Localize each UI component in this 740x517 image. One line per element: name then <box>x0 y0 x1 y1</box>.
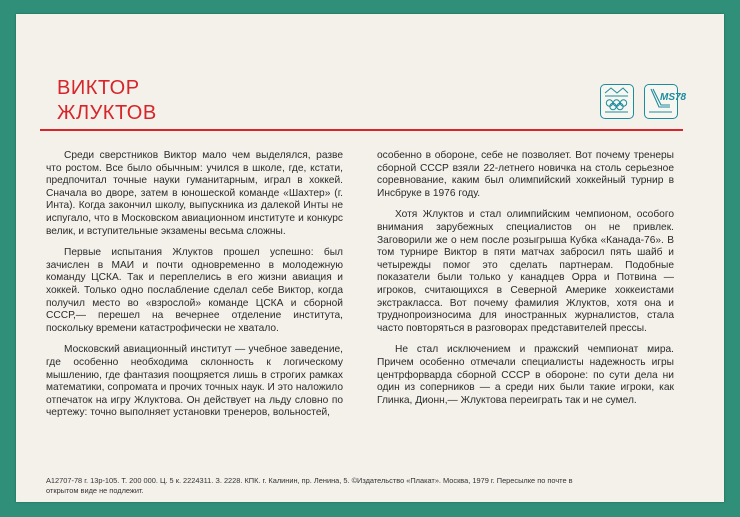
article-column-left <box>46 150 343 429</box>
imprint-line-1: А12707-78 г. 13р-105. Т. 200 000. Ц. 5 к. 2224311. З. 2228. КПК. г. Калинин, пр. Ленина, 5. ©Издательство «Плакат». Москва, 1979 г. Пересылке по почте в <box>46 476 573 485</box>
athlete-name <box>57 76 157 126</box>
olympic-rings-emblem-icon <box>600 84 634 119</box>
paragraph: особенно в обороне, себе не позволяет. Вот почему тренеры сборной СССР взяли 22-летнего новичка на столь серьезное соревнование, каким был олимпийский хоккейный турнир в Инсбруке в 1976 году. <box>377 150 674 199</box>
ms78-hockey-emblem-icon <box>644 84 687 119</box>
article-column-right <box>377 150 674 416</box>
paragraph: Не стал исключением и пражский чемпионат мира. Причем особенно отмечали специалисты надежность игры центрфорварда сборной СССР в обороне: по сути дела ни один из соперников — а среди них были такие игроки, как Глинка, Дионн,— Жлуктова переиграть так и не сумел. <box>377 344 674 406</box>
imprint-line-2: открытом виде не подлежит. <box>46 486 144 495</box>
name-last: ЖЛУКТОВ <box>57 102 157 124</box>
name-first: ВИКТОР <box>57 77 140 99</box>
paragraph: Хотя Жлуктов и стал олимпийским чемпионом, особого внимания зарубежных специалистов он не привлек. Заговорили же о нем после розыгрыша Кубка «Канада-76». В том турнире Виктор в пяти матчах забросил пять шайб и четырежды помог это сделать партнерам. Подобные показатели были только у канадцев Орра и Потвина — игроков, считающихся в Северной Америке хоккеистами экстракласса. Вот почему фамилия Жлуктов, хотя она и труднопроизносима для иностранных журналистов, стала часто повторяться в разговорах представителей прессы. <box>377 209 674 334</box>
imprint-footer <box>46 476 686 496</box>
paragraph: Первые испытания Жлуктов прошел успешно: был зачислен в МАИ и почти одновременно в молодежную команду ЦСКА. Так и переплелись в его жизни авиация и хоккей. Только одно послабление сделал себе Виктор, когда получил место во «взрослой» команде ЦСКА и сборной СССР,— перешел на вечернее отделение института, поскольку времени катастрофически не хватало. <box>46 247 343 334</box>
header-divider <box>40 129 683 131</box>
ms78-label: MS78 <box>660 92 687 103</box>
paragraph: Московский авиационный институт — учебное заведение, где особенно необходима склонность к логическому мышлению, где фантазия поощряется лишь в строгих рамках математики, сопромата и прочих точных наук. И это наложило отпечаток на игру Жлуктова. Он действует на льду словно по чертежу: точно выполняет установки тренеров, вольностей, <box>46 344 343 419</box>
paragraph: Среди сверстников Виктор мало чем выделялся, разве что ростом. Все было обычным: учился в школе, где, кстати, предпочитал точные науки гуманитарным, играл в хоккей. Сначала во дворе, затем в юношеской команде «Шахтер» (г. Инта). Когда закончил школу, выпускника из далекой Инты не испугало, что в Московском авиационном институте и конкурс велик, и вступительные экзамены весьма сложны. <box>46 150 343 237</box>
